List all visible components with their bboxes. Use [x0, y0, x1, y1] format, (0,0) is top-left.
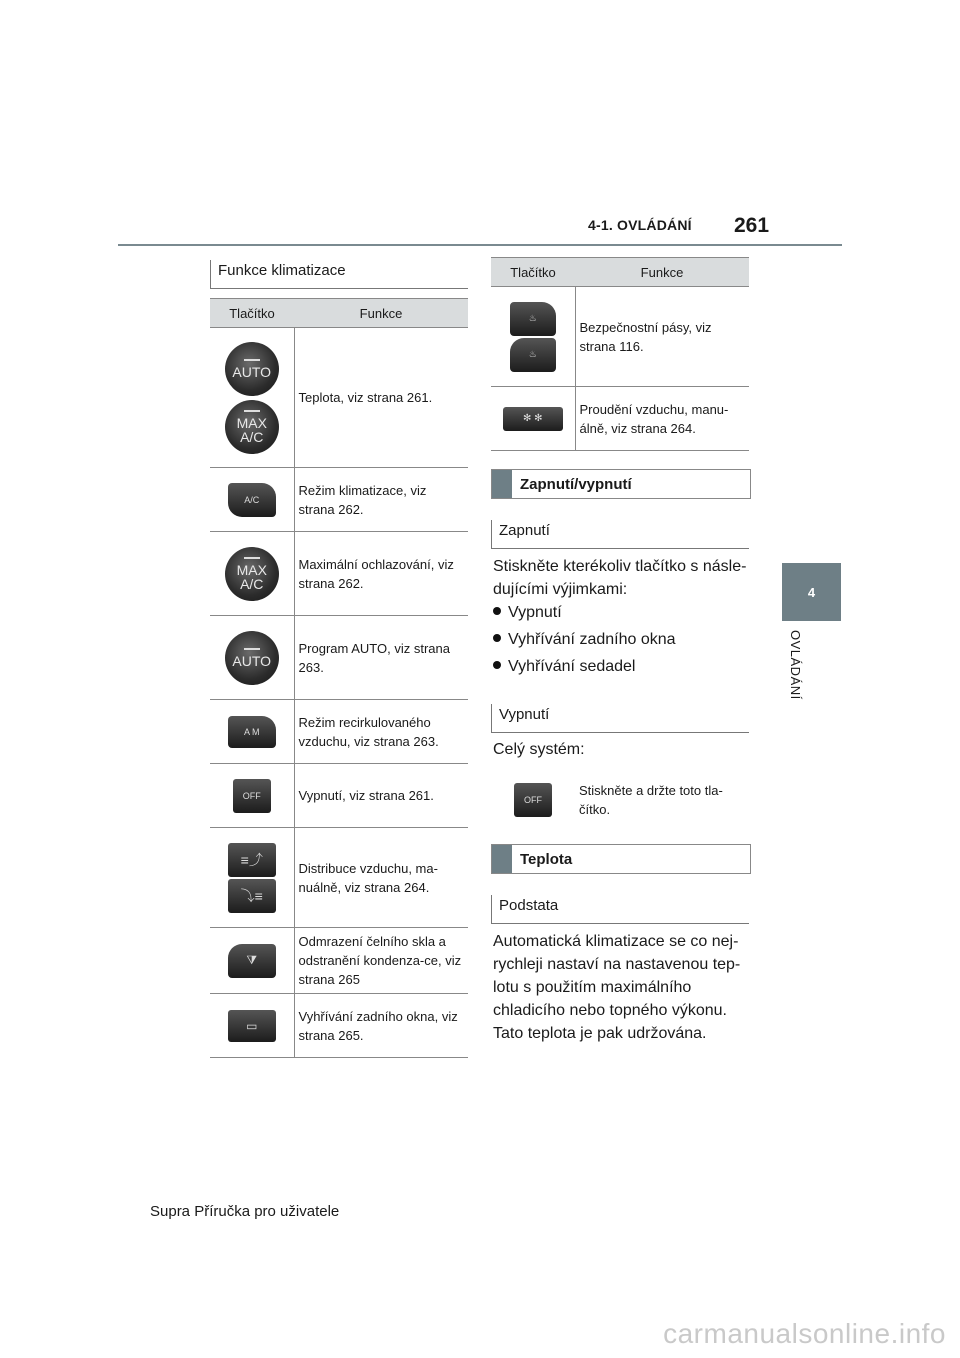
table-row [491, 768, 749, 832]
watermark: carmanualsonline.info [663, 1318, 946, 1349]
function-text: Odmrazení čelního skla a odstranění kondenza-ce, viz strana 265 [294, 928, 468, 994]
page-number: 261 [734, 214, 770, 237]
table-row [210, 994, 468, 1058]
col-header-button: Tlačítko [210, 299, 294, 328]
col-header-button: Tlačítko [491, 258, 575, 287]
table-row [210, 700, 468, 764]
function-text: Režim recirkulovaného vzduchu, viz strana 263. [294, 700, 468, 764]
rear-window-heat-icon: ▭ [228, 1010, 276, 1042]
table-row [210, 532, 468, 616]
table-row [210, 828, 468, 928]
basis-paragraph: Automatická klimatizace se co nej-rychleji nastaví na nastavenou tep-lotu s použitím maximálního chladicího nebo topného výkonu. Tato teplota je pak udržována. [493, 933, 741, 1042]
list-item: Vypnutí [493, 604, 562, 622]
function-text: Teplota, viz strana 261. [294, 328, 468, 468]
fan-speed-icon: ✻ ✻ [503, 407, 563, 431]
section-heading-on-off: Zapnutí/vypnutí [491, 469, 751, 499]
caption-underline [491, 548, 749, 549]
function-text: Stiskněte a držte toto tla-čítko. [579, 783, 723, 817]
function-text: Vyhřívání zadního okna, viz strana 265. [294, 994, 468, 1058]
chapter-tab: 4 [782, 563, 841, 621]
table-row [210, 468, 468, 532]
seat-heat-upper-icon: ♨ [510, 302, 556, 336]
caption-underline [491, 732, 749, 733]
section-title: 4-1. OVLÁDÁNÍ [588, 217, 692, 233]
functions-table-continued [491, 257, 749, 451]
on-paragraph: Stiskněte kterékoliv tlačítko s násle-dujícími výjimkami: [493, 558, 747, 598]
section-heading-temperature: Teplota [491, 844, 751, 874]
function-text: Distribuce vzduchu, ma-nuálně, viz strana 264. [294, 828, 468, 928]
function-text: Vypnutí, viz strana 261. [294, 764, 468, 828]
max-ac-button-icon: MAX A/C [225, 547, 279, 601]
col-header-function: Funkce [294, 299, 468, 328]
header-rule [118, 244, 842, 246]
list-item: Vyhřívání sedadel [493, 658, 635, 676]
function-text: Proudění vzduchu, manu-álně, viz strana 264. [575, 387, 749, 451]
col-header-function: Funkce [575, 258, 749, 287]
caption-underline [491, 923, 749, 924]
table-row [210, 928, 468, 994]
recirculation-button-icon: A M [228, 716, 276, 748]
footer-text: Supra Příručka pro uživatele [150, 1203, 340, 1220]
table-row [210, 764, 468, 828]
table-row [210, 328, 468, 468]
caption-on: Zapnutí [491, 520, 550, 548]
list-item: Vyhřívání zadního okna [493, 631, 676, 649]
table-row [491, 287, 749, 387]
table-row [491, 387, 749, 451]
auto-button-icon: AUTO [225, 342, 279, 396]
caption-underline [210, 288, 468, 289]
off-table [491, 768, 749, 832]
table-row [210, 616, 468, 700]
caption-basis: Podstata [491, 895, 558, 923]
chapter-side-label: OVLÁDÁNÍ [788, 630, 803, 700]
air-distribution-upper-icon: ≡⤴ [228, 843, 276, 877]
fan-off-button-icon: OFF [233, 779, 271, 813]
air-distribution-lower-icon: ⤵≡ [228, 879, 276, 913]
windshield-defrost-icon: ⧩ [228, 944, 276, 978]
off-paragraph: Celý systém: [493, 741, 585, 758]
seat-heat-lower-icon: ♨ [510, 338, 556, 372]
function-text: Maximální ochlazování, viz strana 262. [294, 532, 468, 616]
max-ac-button-icon: MAX A/C [225, 400, 279, 454]
caption-off: Vypnutí [491, 704, 549, 732]
ac-button-icon: A/C [228, 483, 276, 517]
function-text: Bezpečnostní pásy, viz strana 116. [575, 287, 749, 387]
function-text: Program AUTO, viz strana 263. [294, 616, 468, 700]
table-caption: Funkce klimatizace [210, 260, 346, 288]
fan-off-button-icon: OFF [514, 783, 552, 817]
functions-table [210, 298, 468, 1058]
auto-button-icon: AUTO [225, 631, 279, 685]
function-text: Režim klimatizace, viz strana 262. [294, 468, 468, 532]
